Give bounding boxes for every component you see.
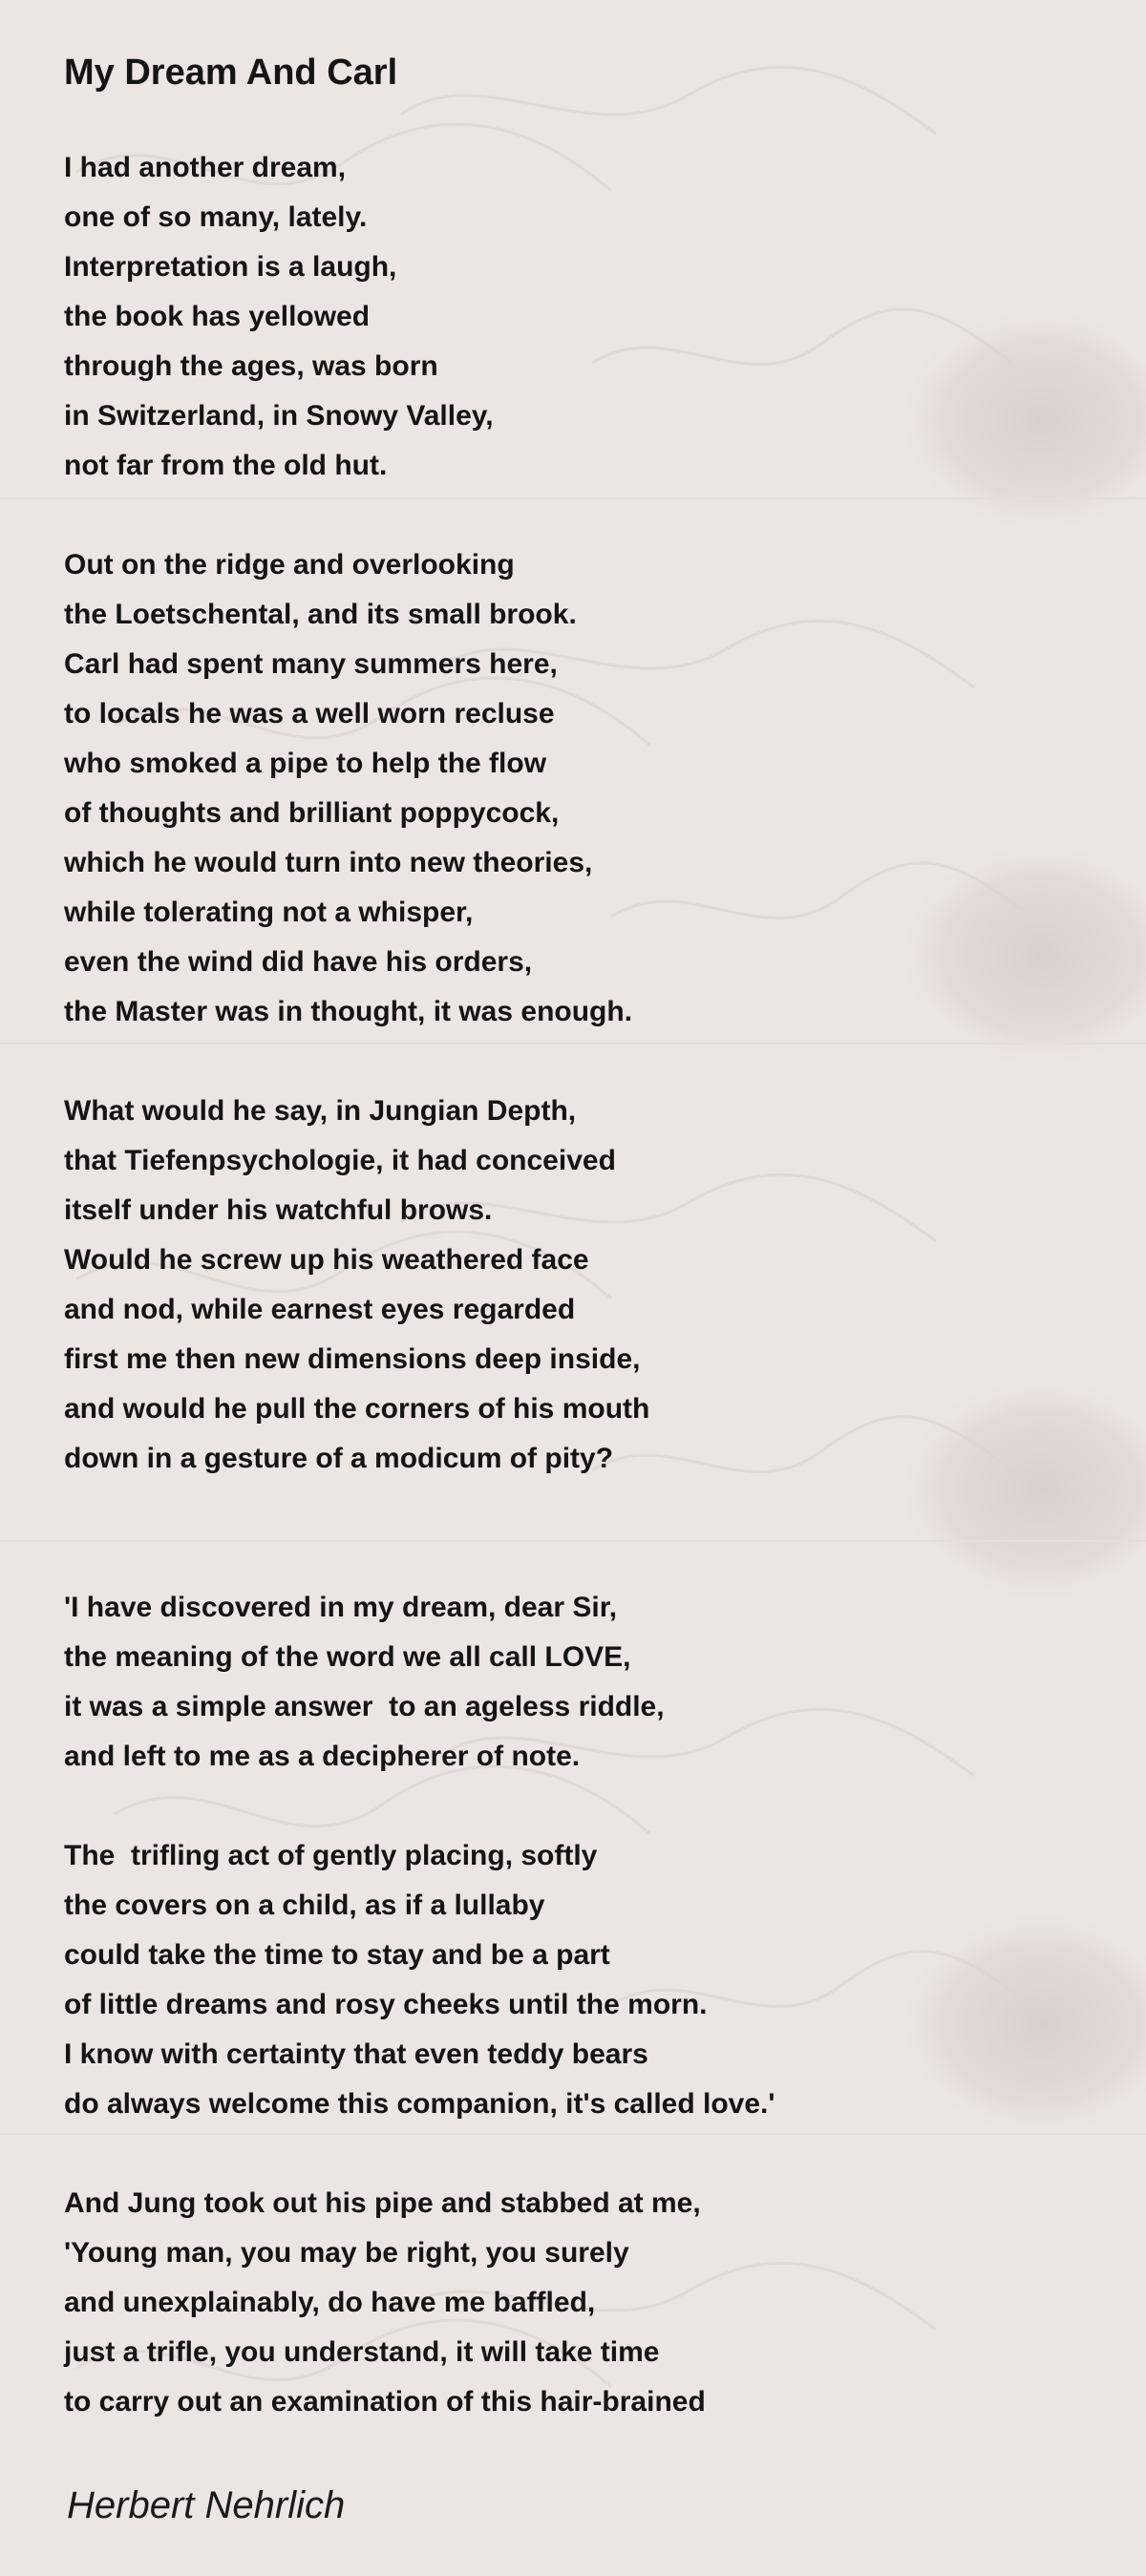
poem-line: the Master was in thought, it was enough.: [64, 996, 633, 1027]
poem-line: of little dreams and rosy cheeks until the morn.: [64, 1989, 708, 2020]
poem-line: one of so many, lately.: [64, 201, 368, 233]
poem-line: down in a gesture of a modicum of pity?: [64, 1443, 614, 1474]
stanza-4: [64, 1583, 1114, 1782]
poem-line: and unexplainably, do have me baffled,: [64, 2287, 596, 2318]
poem-line: of thoughts and brilliant poppycock,: [64, 797, 560, 829]
poem-line: to locals he was a well worn recluse: [64, 698, 555, 729]
poem-line: Out on the ridge and overlooking: [64, 549, 515, 581]
stanza-6: [64, 2179, 1114, 2427]
poem-line: that Tiefenpsychologie, it had conceived: [64, 1145, 616, 1176]
poem-line: to carry out an examination of this hair-brained: [64, 2386, 706, 2418]
poem-line: the covers on a child, as if a lullaby: [64, 1890, 545, 1921]
poem-line: and left to me as a decipherer of note.: [64, 1741, 581, 1772]
poem-line: Carl had spent many summers here,: [64, 648, 558, 680]
poem-line: just a trifle, you understand, it will take time: [64, 2336, 660, 2368]
poem-line: do always welcome this companion, it's called love.': [64, 2088, 775, 2120]
poem-line: the book has yellowed: [64, 301, 371, 332]
poem-line: not far from the old hut.: [64, 450, 388, 481]
poem-line: in Switzerland, in Snowy Valley,: [64, 400, 494, 432]
poem-line: who smoked a pipe to help the flow: [64, 748, 547, 779]
poem-line: itself under his watchful brows.: [64, 1194, 493, 1226]
poem-line: Would he screw up his weathered face: [64, 1244, 589, 1276]
poem-line: What would he say, in Jungian Depth,: [64, 1095, 577, 1127]
poem-line: the Loetschental, and its small brook.: [64, 599, 577, 630]
poem-title: My Dream And Carl: [64, 53, 398, 93]
stanza-3: [64, 1087, 1114, 1484]
poem-line: 'I have discovered in my dream, dear Sir,: [64, 1592, 618, 1623]
poem-line: which he would turn into new theories,: [64, 847, 593, 878]
poem-line: and would he pull the corners of his mouth: [64, 1393, 650, 1425]
poem-line: the meaning of the word we all call LOVE,: [64, 1641, 631, 1673]
poem-author: Herbert Nehrlich: [67, 2484, 346, 2526]
poem-line: first me then new dimensions deep inside,: [64, 1343, 641, 1375]
stanza-5: [64, 1831, 1114, 2129]
poem-line: even the wind did have his orders,: [64, 946, 533, 978]
poem-line: Interpretation is a laugh,: [64, 251, 397, 283]
stanza-2: [64, 540, 1114, 1037]
poem-line: through the ages, was born: [64, 350, 438, 382]
poem-line: 'Young man, you may be right, you surely: [64, 2237, 629, 2269]
poem-line: And Jung took out his pipe and stabbed at me,: [64, 2187, 701, 2219]
poem-line: it was a simple answer to an ageless riddle,: [64, 1691, 665, 1722]
poem-line: The trifling act of gently placing, softly: [64, 1840, 598, 1871]
poem-line: I know with certainty that even teddy bears: [64, 2038, 648, 2070]
poem-line: while tolerating not a whisper,: [64, 897, 474, 928]
poem-line: could take the time to stay and be a part: [64, 1939, 610, 1971]
stanza-1: [64, 143, 1114, 491]
poem-line: I had another dream,: [64, 152, 347, 183]
poem-line: and nod, while earnest eyes regarded: [64, 1294, 576, 1325]
